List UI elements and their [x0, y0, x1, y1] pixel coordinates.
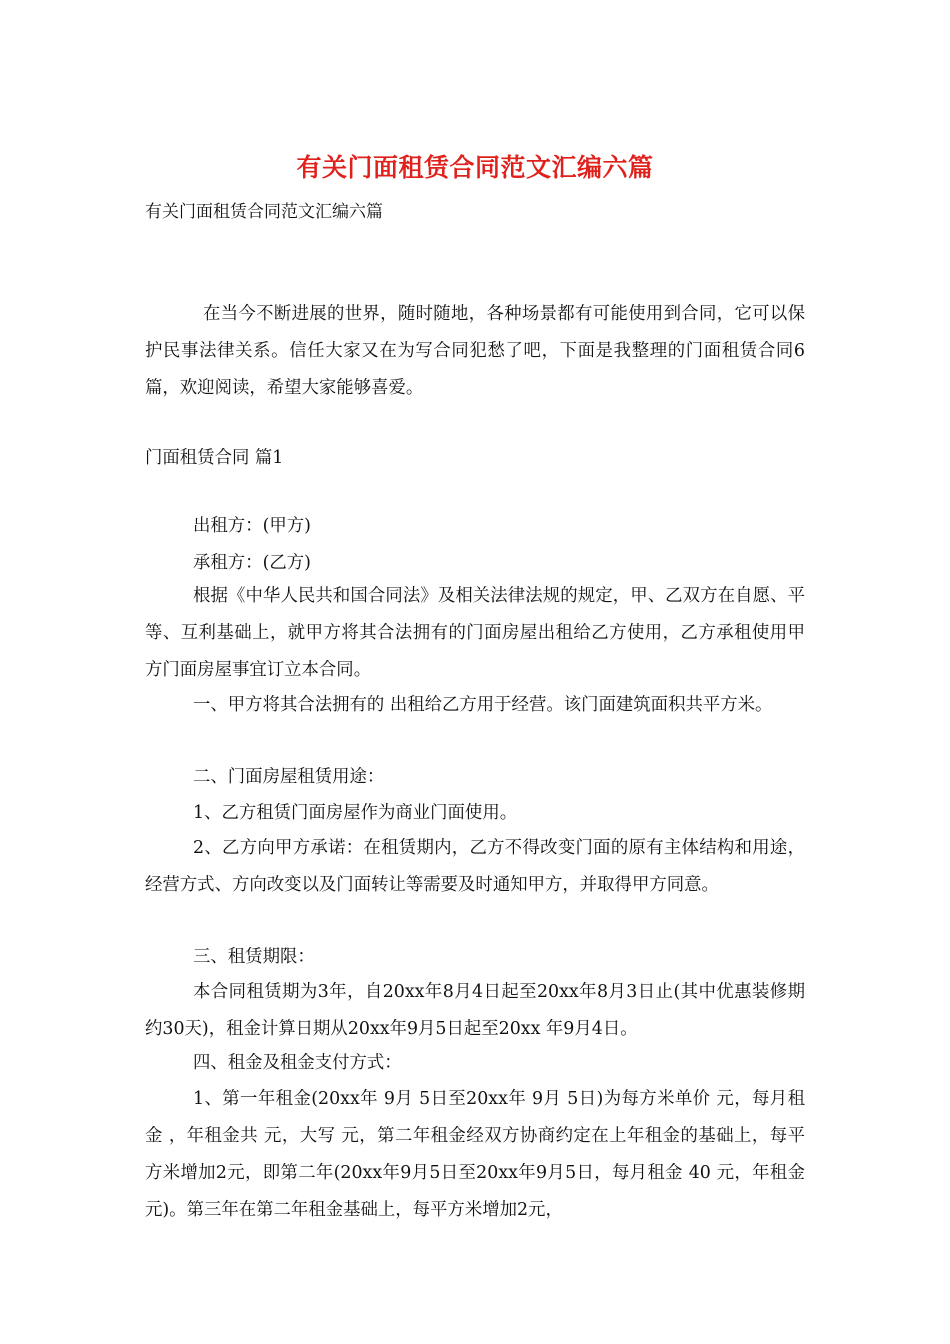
- section-heading: 门面租赁合同 篇1: [145, 448, 284, 468]
- lessee-line: 承租方：(乙方): [193, 553, 311, 573]
- contract-preamble: 根据《中华人民共和国合同法》及相关法律法规的规定，甲、乙双方在自愿、平等、互利基础上，就甲方将其合法拥有的门面房屋出租给乙方使用，乙方承租使用甲方门面房屋事宜订立本合同。: [145, 586, 805, 680]
- clause-1: 一、甲方将其合法拥有的 出租给乙方用于经营。该门面建筑面积共平方米。: [193, 695, 773, 715]
- clause-4-item-1: 1、第一年租金(20xx年 9月 5日至20xx年 9月 5日)为每方米单价 元，每月租金 ，年租金共 元，大写 元，第二年租金经双方协商约定在上年租金的基础上，每平方米增加2元，即第二年(20xx年9月5日至20xx年9月5日，每月租金 40 元，年租金 元)。第三年在第二年租金基础上，每平方米增加2元，: [145, 1089, 805, 1220]
- clause-2-item-1: 1、乙方租赁门面房屋作为商业门面使用。: [193, 803, 518, 823]
- clause-2-heading: 二、门面房屋租赁用途：: [193, 767, 385, 787]
- lessor-line: 出租方：(甲方): [193, 516, 311, 536]
- document-subtitle: 有关门面租赁合同范文汇编六篇: [145, 202, 383, 222]
- clause-3-body: 本合同租赁期为3年，自20xx年8月4日起至20xx年8月3日止(其中优惠装修期约30天)，租金计算日期从20xx年9月5日起至20xx 年9月4日。: [145, 982, 805, 1039]
- clause-3-heading: 三、租赁期限：: [193, 947, 315, 967]
- clause-2-item-2: 2、乙方向甲方承诺：在租赁期内，乙方不得改变门面的原有主体结构和用途，经营方式、方向改变以及门面转让等需要及时通知甲方，并取得甲方同意。: [145, 838, 805, 895]
- document-title: 有关门面租赁合同范文汇编六篇: [296, 153, 654, 182]
- intro-paragraph: 在当今不断进展的世界，随时随地，各种场景都有可能使用到合同，它可以保护民事法律关系。信任大家又在为写合同犯愁了吧，下面是我整理的门面租赁合同6篇，欢迎阅读，希望大家能够喜爱。: [145, 304, 805, 398]
- clause-4-heading: 四、租金及租金支付方式：: [193, 1053, 402, 1073]
